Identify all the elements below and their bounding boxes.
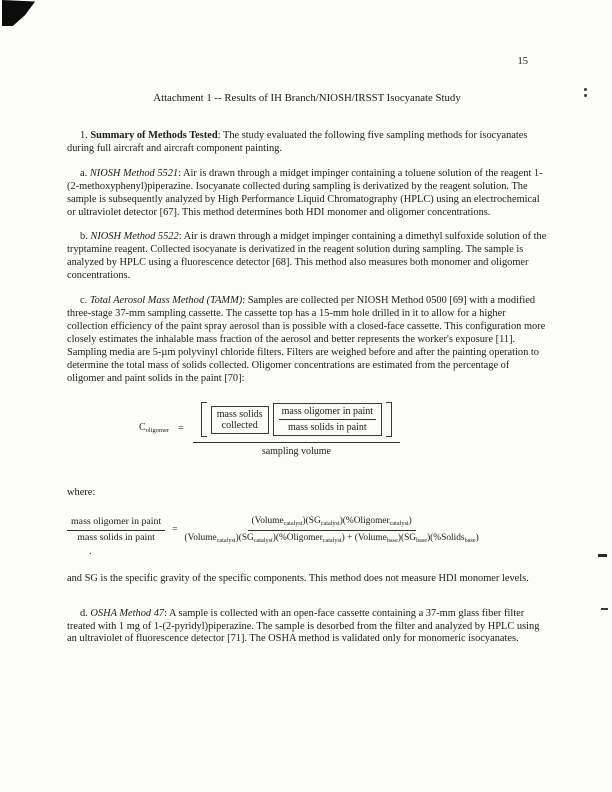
right-bracket: [386, 402, 392, 437]
formula-mass-ratio-definition: [67, 516, 547, 543]
box-text: mass solids: [216, 408, 263, 420]
paragraph-text: : Samples are collected per NIOSH Method 0500 [69] with a modified three-stage 37-mm sampling cassette. The cassette top has a 15-mm hole drilled in it to allow for a higher collection efficiency of the paint spray aerosol than is possible with a closed-face cassette. This configuration more closely estimates the inhalable mass fraction of the aerosol and better represents the worker's exposure [11]. Sampling media are 5-µm polyvinyl chloride filters. Filters are weighed before and after the painting operation to determine the total mass of solids collected. Oligomer concentrations are estimated from the percentage of oligomer and paint solids in the paint [70]:: [67, 295, 546, 384]
formula-symbol: C: [139, 422, 146, 434]
inner-numerator: mass oligomer in paint: [279, 406, 376, 420]
paragraph-text: : Air is drawn through a midget impinger containing a toluene solution of the reagent 1-(2-methoxyphenyl)piperazine. Isocyanate collected during sampling is derivatized by the reagent solution. The sample is subsequently analyzed by High Performance Liquid Chromatography (HPLC) using an electrochemical or ultraviolet detector [67]. This method determines both HDI monomer and oligomer concentrations.: [67, 167, 543, 218]
ratio-rhs-fraction: [185, 516, 479, 543]
paragraph-text: : A sample is collected with an open-face cassette containing a 37-mm glass fiber filter treated with 1 mg of 1-(2-pyridyl)piperazine. The sample is desorbed from the filter and analyzed by HPLC using an ultraviolet of fluorescence detector [71]. The OSHA method is validated only for monomeric isocyanates.: [67, 607, 540, 645]
scan-artifact-edge-dash-1: [598, 554, 607, 557]
method-name: NIOSH Method 5521: [89, 167, 179, 179]
rhs-denominator: $(Volume_{catalyst})(SG_{catalyst})(\%Oligomer_{catalyst})$ + $(Volume_{base})(SG_{base})(\%Solids_{base})$: [184, 532, 479, 544]
list-marker: d.: [80, 607, 91, 619]
mass-solids-box: [211, 406, 269, 434]
paragraph-text: : Air is drawn through a midget impinger containing a dimethyl sulfoxide solution of the tryptamine reagent. Collected isocyanate is derivatized in the reagent solution during sampling. The sample is analyzed by HPLC using a fluorescence detector [68]. This method also measures both monomer and oligomer concentrations.: [67, 231, 547, 282]
equals-sign: =: [178, 422, 184, 434]
method-name: Total Aerosol Mass Method (TAMM): [89, 295, 243, 307]
paragraph-tamm: [67, 295, 547, 385]
list-marker: a.: [80, 167, 90, 179]
paragraph-text: : The study evaluated the following five sampling methods for isocyanates during full aircraft and aircraft component painting.: [67, 130, 528, 154]
paragraph-summary: [67, 130, 547, 156]
main-fraction: [193, 399, 400, 457]
document-title: Attachment 1 -- Results of IH Branch/NIOSH/IRSST Isocyanate Study: [153, 92, 461, 104]
formula-subscript: oligomer: [145, 427, 170, 435]
summary-heading: Summary of Methods Tested: [90, 130, 218, 141]
formula-oligomer-concentration: [139, 399, 547, 457]
method-name: OSHA Method 47: [90, 607, 165, 619]
scan-artifact-edge-dash-2: [601, 608, 608, 610]
scan-artifact-corner: [2, 0, 38, 26]
document-body: [67, 52, 547, 658]
scan-artifact-edge-colon: [584, 88, 587, 91]
list-marker: c.: [80, 295, 90, 307]
paragraph-osha-47: [67, 608, 547, 647]
rhs-numerator: $(Volume_{catalyst})(SG_{catalyst})(\%Oligomer_{catalyst})$: [248, 516, 416, 530]
paragraph-sg-note: and SG is the specific gravity of the specific components. This method does not measure HDI monomer levels.: [67, 572, 529, 584]
lhs-denominator: mass solids in paint: [77, 531, 155, 543]
equals-sign: =: [172, 524, 178, 535]
list-marker: b.: [80, 231, 91, 243]
mass-ratio-box: [273, 403, 382, 436]
fraction-denominator: sampling volume: [261, 446, 331, 458]
formula-lhs: [139, 422, 169, 435]
inner-denominator: mass solids in paint: [288, 422, 367, 434]
inner-fraction: [279, 406, 376, 433]
ratio-lhs-fraction: [67, 517, 165, 543]
paragraph-niosh-5522: [67, 231, 547, 283]
method-name: NIOSH Method 5522: [90, 231, 179, 243]
box-text: collected: [221, 419, 258, 431]
lhs-numerator: mass oligomer in paint: [67, 517, 165, 531]
left-bracket: [201, 402, 207, 437]
where-label: where:: [67, 487, 96, 499]
page-number: 15: [517, 56, 528, 67]
stray-period: .: [89, 545, 92, 557]
paragraph-niosh-5521: [67, 168, 547, 220]
list-marker: 1.: [80, 130, 91, 141]
fraction-numerator: [193, 399, 400, 443]
